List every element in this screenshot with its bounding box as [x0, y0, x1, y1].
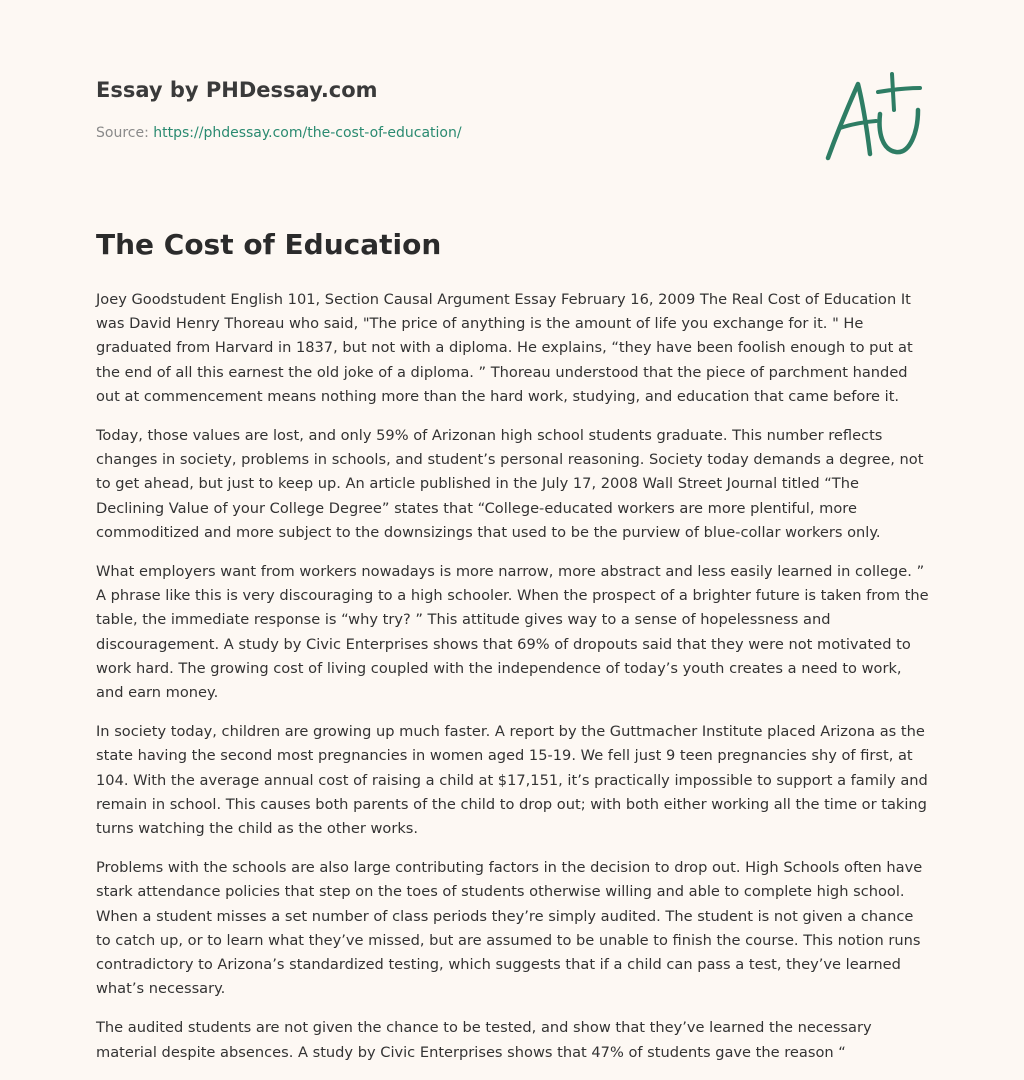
essay-paragraph: In society today, children are growing up much faster. A report by the Guttmacher Institute placed Arizona as the state having the second most pregnancies in women aged 15-19. We fell just 9 teen pregnancies shy of first, at 104. With the average annual cost of raising a child at $17,151, it’s practically impossible to support a family and remain in school. This causes both parents of the child to drop out; with both either working all the time or taking turns watching the child as the other works.	[96, 723, 928, 838]
essay-paragraph: The audited students are not given the chance to be tested, and show that they’ve learned the necessary material despite absences. A study by Civic Enterprises shows that 47% of students gave the reason “	[96, 1019, 872, 1061]
site-title: Essay by PHDessay.com	[96, 78, 378, 102]
page-header	[96, 76, 796, 142]
source-link[interactable]: https://phdessay.com/the-cost-of-education/	[153, 125, 462, 141]
a-plus-logo-icon	[818, 66, 930, 164]
essay-paragraph: Joey Goodstudent English 101, Section Causal Argument Essay February 16, 2009 The Real Cost of Education It was David Henry Thoreau who said, "The price of anything is the amount of life you exchange for it. " He graduated from Harvard in 1837, but not with a diploma. He explains, “they have been foolish enough to put at the end of all this earnest the old joke of a diploma. ” Thoreau understood that the piece of parchment handed out at commencement means nothing more than the hard work, studying, and education that came before it.	[96, 291, 913, 405]
source-label: Source:	[96, 125, 154, 141]
source-line	[96, 124, 796, 142]
essay-paragraph: What employers want from workers nowadays is more narrow, more abstract and less easily learned in college. ” A phrase like this is very discouraging to a high schooler. When the prospect of a brighter future is taken from the table, the immediate response is “why try? ” This attitude gives way to a sense of hopelessness and discouragement. A study by Civic Enterprises shows that 69% of dropouts said that they were not motivated to work hard. The growing cost of living coupled with the independence of today’s youth creates a need to work, and earn money.	[96, 563, 929, 702]
essay-title: The Cost of Education	[96, 228, 442, 261]
essay-content	[96, 226, 930, 1080]
essay-paragraph: Today, those values are lost, and only 59% of Arizonan high school students graduate. This number reflects changes in society, problems in schools, and student’s personal reasoning. Society today demands a degree, not to get ahead, but just to keep up. An article published in the July 17, 2008 Wall Street Journal titled “The Declining Value of your College Degree” states that “College-educated workers are more plentiful, more commoditized and more subject to the downsizings that used to be the purview of blue-collar workers only.	[96, 427, 924, 541]
essay-paragraph: Problems with the schools are also large contributing factors in the decision to drop out. High Schools often have stark attendance policies that step on the toes of students otherwise willing and able to complete high school. When a student misses a set number of class periods they’re simply audited. The student is not given a chance to catch up, or to learn what they’ve missed, but are assumed to be unable to finish the course. This notion runs contradictory to Arizona’s standardized testing, which suggests that if a child can pass a test, they’ve learned what’s necessary.	[96, 859, 923, 998]
